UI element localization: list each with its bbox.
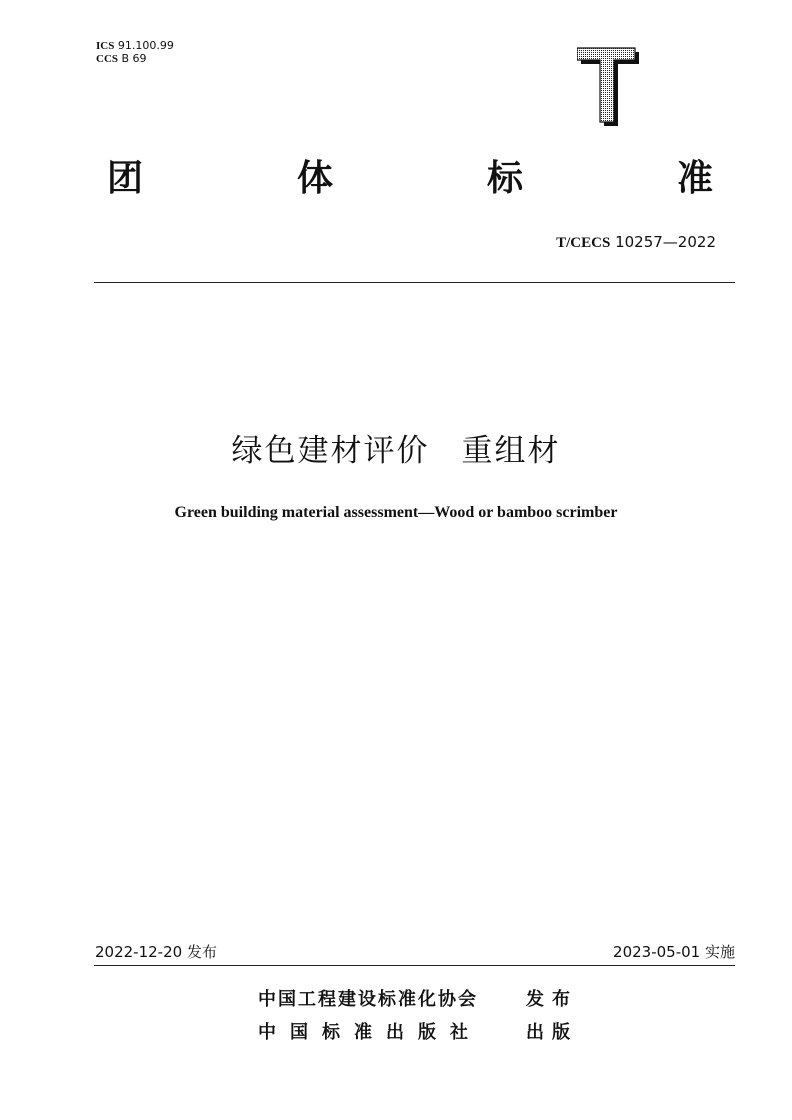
press-action: 出版	[526, 1022, 578, 1043]
standard-code: 10257—2022	[615, 233, 716, 251]
title-english: Green building material assessment—Wood or bamboo scrimber	[174, 504, 618, 521]
ics-value: 91.100.99	[117, 39, 174, 52]
standard-type-char-3: 标	[487, 158, 524, 199]
title-chinese-main: 绿色建材评价	[231, 433, 430, 469]
title-chinese-sub: 重组材	[461, 433, 561, 469]
standard-number	[556, 232, 716, 253]
ccs-value: B 69	[121, 52, 147, 65]
ccs-code	[96, 52, 147, 66]
title-chinese	[0, 427, 792, 475]
ics-label: ICS	[96, 40, 115, 52]
ccs-label: CCS	[96, 53, 119, 65]
implementation-date: 2023-05-01 实施	[613, 943, 735, 961]
header-divider	[94, 282, 735, 283]
standard-type-char-1: 团	[107, 158, 144, 199]
issuer-action: 发布	[526, 989, 578, 1010]
standard-type-t-logo-icon	[577, 46, 639, 126]
footer-divider	[94, 965, 735, 966]
standard-type-char-2: 体	[297, 158, 334, 199]
standard-org: T/CECS	[556, 235, 611, 251]
issue-date: 2022-12-20 发布	[95, 943, 217, 961]
issuer-name: 中国工程建设标准化协会	[258, 989, 478, 1010]
press-name: 中国标准出版社	[258, 1022, 482, 1043]
ics-code	[96, 39, 174, 53]
standard-type-char-4: 准	[677, 158, 714, 199]
